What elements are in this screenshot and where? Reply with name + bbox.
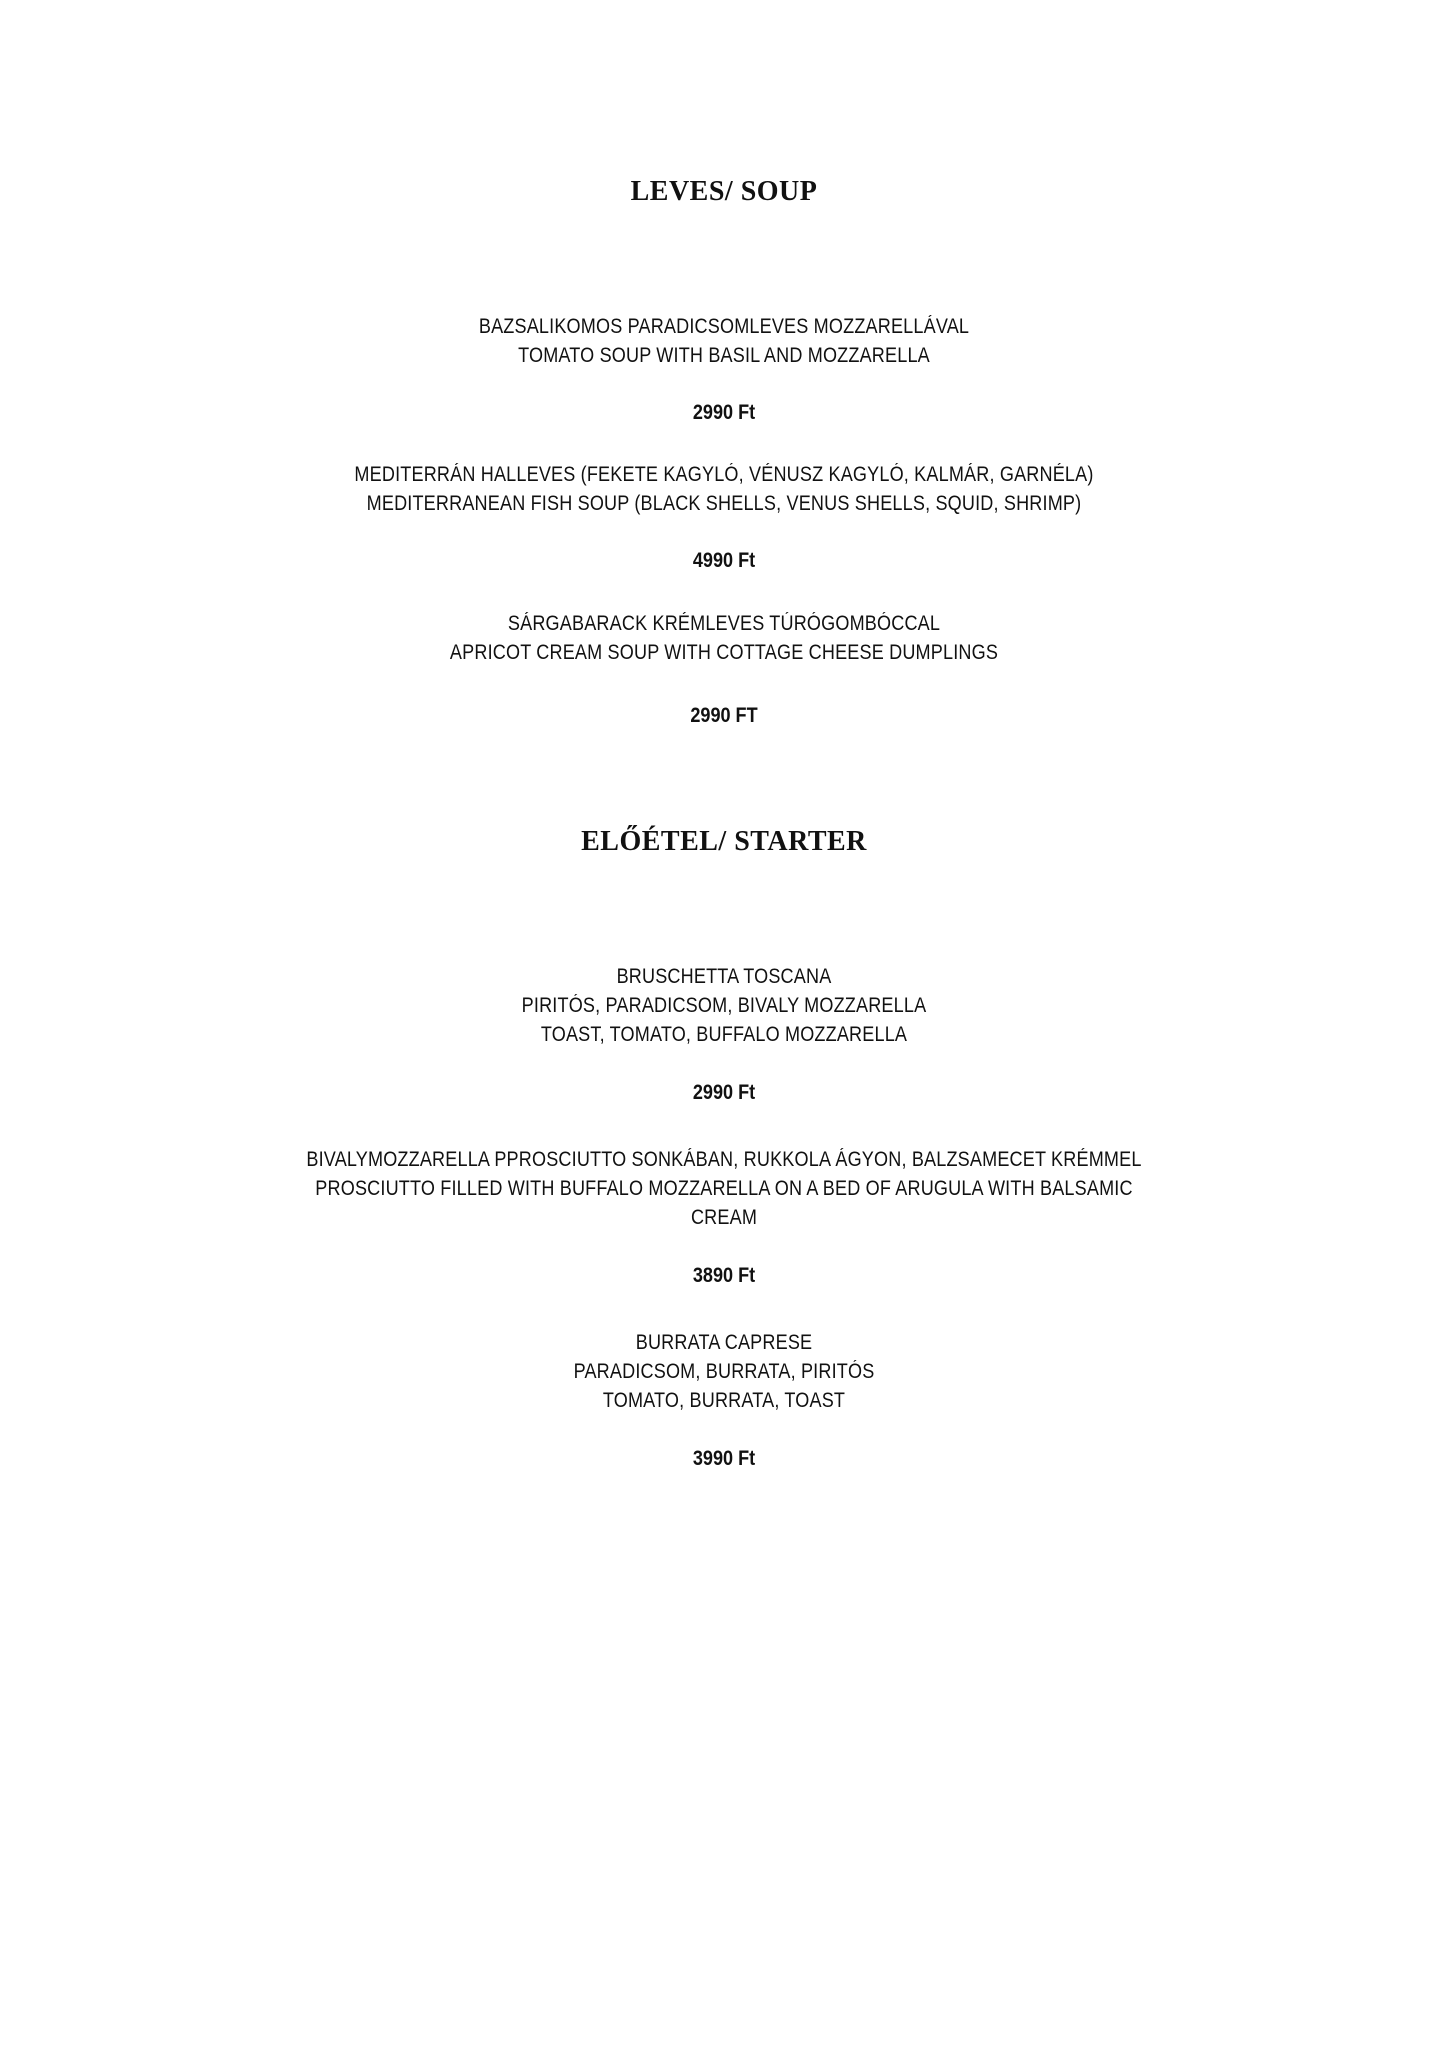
item-name-en-cont: CREAM [690, 1206, 758, 1229]
menu-item-price [0, 1078, 1448, 1107]
item-name-hu: MEDITERRÁN HALLEVES (FEKETE KAGYLÓ, VÉNUSZ KAGYLÓ, KALMÁR, GARNÉLA) [354, 463, 1094, 486]
menu-item-price [0, 1444, 1448, 1473]
menu-item-bruschetta [0, 962, 1448, 1049]
item-price: 4990 Ft [692, 549, 756, 572]
section-title-soup: LEVES/ SOUP [630, 176, 818, 207]
menu-item-fish-soup [0, 460, 1448, 518]
item-name-en: MEDITERRANEAN FISH SOUP (BLACK SHELLS, VENUS SHELLS, SQUID, SHRIMP) [366, 492, 1082, 515]
item-price: 2990 Ft [692, 401, 756, 424]
menu-item-price [0, 398, 1448, 427]
item-name-en: APRICOT CREAM SOUP WITH COTTAGE CHEESE DUMPLINGS [449, 641, 999, 664]
item-name-hu: SÁRGABARACK KRÉMLEVES TÚRÓGOMBÓCCAL [507, 612, 941, 635]
item-desc-en: TOAST, TOMATO, BUFFALO MOZZARELLA [540, 1023, 908, 1046]
item-price: 3890 Ft [692, 1264, 756, 1287]
item-name-en: PROSCIUTTO FILLED WITH BUFFALO MOZZARELLA ON A BED OF ARUGULA WITH BALSAMIC [315, 1177, 1133, 1200]
section-title-starter: ELŐÉTEL/ STARTER [581, 826, 867, 857]
item-name: BRUSCHETTA TOSCANA [616, 965, 832, 988]
item-price: 2990 FT [690, 704, 758, 727]
item-name-en: TOMATO SOUP WITH BASIL AND MOZZARELLA [518, 344, 930, 367]
menu-item-burrata [0, 1328, 1448, 1415]
item-name-hu: BIVALYMOZZARELLA PPROSCIUTTO SONKÁBAN, RUKKOLA ÁGYON, BALZSAMECET KRÉMMEL [306, 1148, 1142, 1171]
item-desc-hu: PARADICSOM, BURRATA, PIRITÓS [573, 1360, 875, 1383]
menu-item-price [0, 1261, 1448, 1290]
menu-item-price [0, 701, 1448, 730]
item-price: 2990 Ft [692, 1081, 756, 1104]
item-desc-en: TOMATO, BURRATA, TOAST [602, 1389, 846, 1412]
menu-item-tomato-soup [0, 312, 1448, 370]
menu-item-prosciutto [0, 1145, 1448, 1232]
item-name: BURRATA CAPRESE [635, 1331, 813, 1354]
item-price: 3990 Ft [692, 1447, 756, 1470]
menu-item-price [0, 546, 1448, 575]
item-desc-hu: PIRITÓS, PARADICSOM, BIVALY MOZZARELLA [521, 994, 927, 1017]
menu-item-apricot-soup [0, 609, 1448, 667]
item-name-hu: BAZSALIKOMOS PARADICSOMLEVES MOZZARELLÁVAL [478, 315, 970, 338]
